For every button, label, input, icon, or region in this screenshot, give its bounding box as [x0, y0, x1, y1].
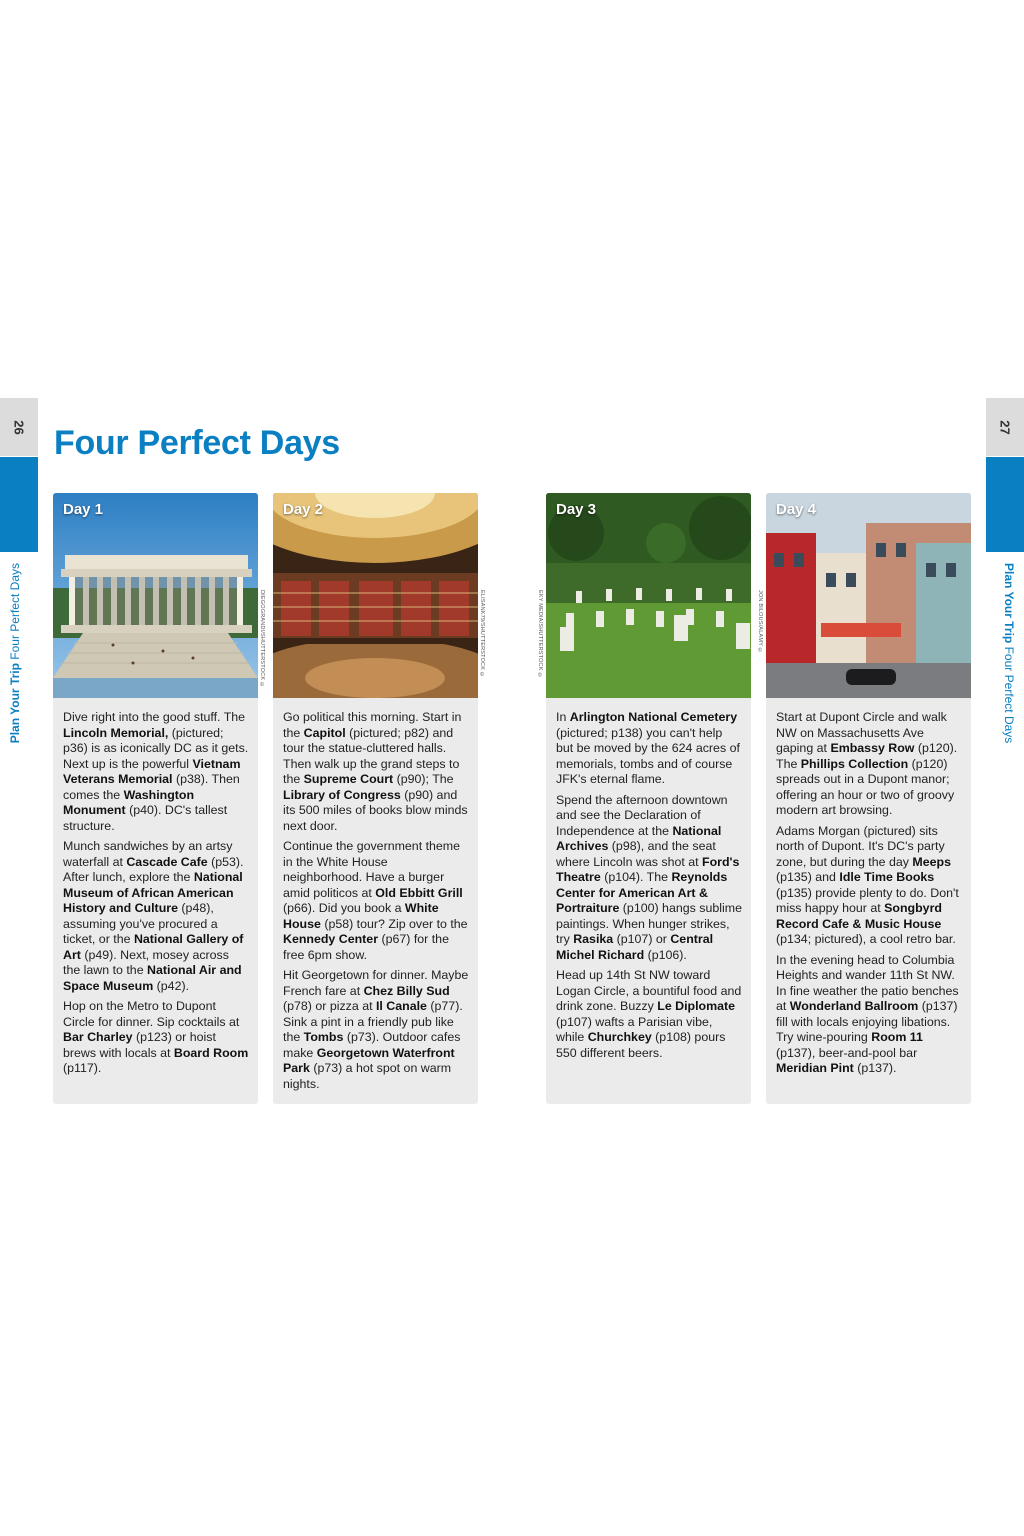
place-name: National Archives — [556, 823, 722, 853]
day-card-1 — [53, 493, 258, 1104]
page-number-right: 27 — [986, 398, 1024, 456]
day-card-3 — [546, 493, 751, 1104]
place-name: Reynolds Center for American Art & Portraiture — [556, 870, 728, 915]
place-name: White House — [283, 901, 439, 931]
page-title: Four Perfect Days — [54, 424, 340, 462]
place-name: Capitol — [303, 725, 346, 740]
place-name: Phillips Collection — [800, 756, 909, 771]
photo-credit: EKY MEDIA/SHUTTERSTOCK © — [537, 590, 543, 679]
adams-morgan-photo — [766, 493, 971, 698]
paragraph: Hit Georgetown for dinner. Maybe French fare at Chez Billy Sud (p78) or pizza at Il Canale (p77). Sink a pint in a friendly pub like the Tombs (p73). Outdoor cafes make Georgetown Waterfront Park (p73) a hot spot on warm nights. — [283, 968, 469, 1091]
day-card-2 — [273, 493, 478, 1104]
section-tab-left — [0, 457, 38, 552]
paragraph: Continue the government theme in the White House neighborhood. Have a burger amid politicos at Old Ebbitt Grill (p66). Did you book a White House (p58) tour? Zip over to the Kennedy Center (p67) for the free 6pm show. — [283, 839, 468, 962]
place-name: National Air and Space Museum — [63, 963, 242, 993]
place-name: Le Diplomate — [657, 999, 736, 1013]
lincoln-memorial-photo — [53, 493, 258, 698]
place-name: National Gallery of Art — [63, 932, 244, 962]
paragraph: Munch sandwiches by an artsy waterfall at Cascade Cafe (p53). After lunch, explore the National Museum of African American History and Culture (p48), assuming you've procured a ticket, or the National Gallery of Art (p49). Next, mosey across the lawn to the National Air and Space Museum (p42). — [63, 839, 244, 993]
day-label: Day 3 — [556, 501, 597, 518]
running-head-section: Plan Your Trip — [1002, 563, 1016, 644]
place-name: Vietnam Veterans Memorial — [63, 756, 241, 786]
place-name: Georgetown Waterfront Park — [283, 1045, 455, 1075]
day-description — [53, 698, 258, 1077]
place-name: Library of Congress — [283, 787, 401, 802]
place-name: Central Michel Richard — [556, 932, 714, 962]
paragraph: Dive right into the good stuff. The Lincoln Memorial, (pictured; p36) is as iconically DC as it gets. Next up is the powerful Vietnam Veterans Memorial (p38). Then comes the Washington Monument (p40). DC's tallest structure. — [63, 710, 249, 833]
place-name: Chez Billy Sud — [363, 983, 450, 998]
day-label: Day 1 — [63, 501, 104, 518]
paragraph: Adams Morgan (pictured) sits north of Dupont. It's DC's party zone, but during the day Meeps (p135) and Idle Time Books (p135) provide plenty to do. Don't miss happy hour at Songbyrd Record Cafe & Music House (p134; pictured), a cool retro bar. — [776, 823, 959, 946]
place-name: Il Canale — [375, 999, 427, 1013]
place-name: Wonderland Ballroom — [789, 999, 919, 1013]
place-name: Kennedy Center — [283, 932, 379, 946]
place-name: Room 11 — [871, 1030, 923, 1044]
arlington-cemetery-photo — [546, 493, 751, 698]
paragraph: Hop on the Metro to Dupont Circle for dinner. Sip cocktails at Bar Charley (p123) or hoist brews with locals at Board Room (p117). — [63, 999, 249, 1075]
day-description — [546, 698, 751, 1061]
running-head-chapter: Four Perfect Days — [1002, 646, 1016, 744]
paragraph: Spend the afternoon downtown and see the Declaration of Independence at the National Archives (p98), and the seat where Lincoln was shot at Ford's Theatre (p104). The Reynolds Center for American Art & Portraiture (p100) hangs sublime paintings. When hunger strikes, try Rasika (p107) or Central Michel Richard (p106). — [556, 792, 742, 962]
photo-credit: JON BILOUS/ALAMY © — [757, 590, 763, 654]
place-name: Old Ebbitt Grill — [375, 885, 463, 900]
place-name: Meridian Pint — [776, 1061, 854, 1075]
running-head-left — [8, 563, 22, 743]
library-of-congress-photo — [273, 493, 478, 698]
place-name: Embassy Row — [830, 741, 915, 755]
place-name: Bar Charley — [63, 1030, 133, 1044]
place-name: Rasika — [573, 932, 614, 946]
place-name: Tombs — [303, 1030, 344, 1044]
place-name: National Museum of African American History and Culture — [63, 870, 243, 915]
paragraph: Head up 14th St NW toward Logan Circle, a bountiful food and drink zone. Buzzy Le Diplomate (p107) wafts a Parisian vibe, while Churchkey (p108) pours 550 different beers. — [556, 968, 742, 1060]
day-label: Day 4 — [776, 501, 817, 518]
paragraph: In the evening head to Columbia Heights and wander 11th St NW. In fine weather the patio benches at Wonderland Ballroom (p137) fill with locals enjoying libations. Try wine-pouring Room 11 (p137), beer-and-pool bar Meridian Pint (p137). — [776, 952, 959, 1075]
day-description — [766, 698, 971, 1077]
day-description — [273, 698, 478, 1092]
place-name: Idle Time Books — [839, 870, 935, 884]
place-name: Songbyrd Record Cafe & Music House — [776, 901, 942, 931]
place-name: Cascade Cafe — [126, 854, 208, 869]
running-head-chapter: Four Perfect Days — [8, 563, 22, 660]
place-name: Meeps — [912, 854, 951, 869]
day-label: Day 2 — [283, 501, 324, 518]
photo-credit: DIEGOGRANDI/SHUTTERSTOCK © — [259, 590, 265, 689]
photo-credit: ELISANK79/SHUTTERSTOCK © — [479, 590, 485, 679]
place-name: Churchkey — [587, 1030, 652, 1044]
place-name: Washington Monument — [63, 787, 195, 817]
paragraph: Start at Dupont Circle and walk NW on Massachusetts Ave gaping at Embassy Row (p120). The Phillips Collection (p120) spreads out in a Dupont manor; offering an hour or two of groovy modern art browsing. — [776, 710, 958, 817]
place-name: Supreme Court — [303, 772, 394, 786]
place-name: Arlington National Cemetery — [569, 710, 738, 724]
place-name: Ford's Theatre — [556, 854, 740, 884]
page-number-left: 26 — [0, 398, 38, 456]
paragraph: In Arlington National Cemetery (pictured; p138) you can't help but be moved by the 624 acres of memorials, tombs and of course JFK's eternal flame. — [556, 710, 740, 786]
day-card-4 — [766, 493, 971, 1104]
paragraph: Go political this morning. Start in the Capitol (pictured; p82) and tour the statue-cluttered halls. Then walk up the grand steps to the Supreme Court (p90); The Library of Congress (p90) and its 500 miles of books blow minds next door. — [283, 710, 468, 833]
place-name: Lincoln Memorial, — [63, 725, 169, 740]
running-head-right — [1002, 563, 1016, 743]
section-tab-right — [986, 457, 1024, 552]
running-head-section: Plan Your Trip — [8, 663, 22, 744]
place-name: Board Room — [173, 1045, 249, 1060]
